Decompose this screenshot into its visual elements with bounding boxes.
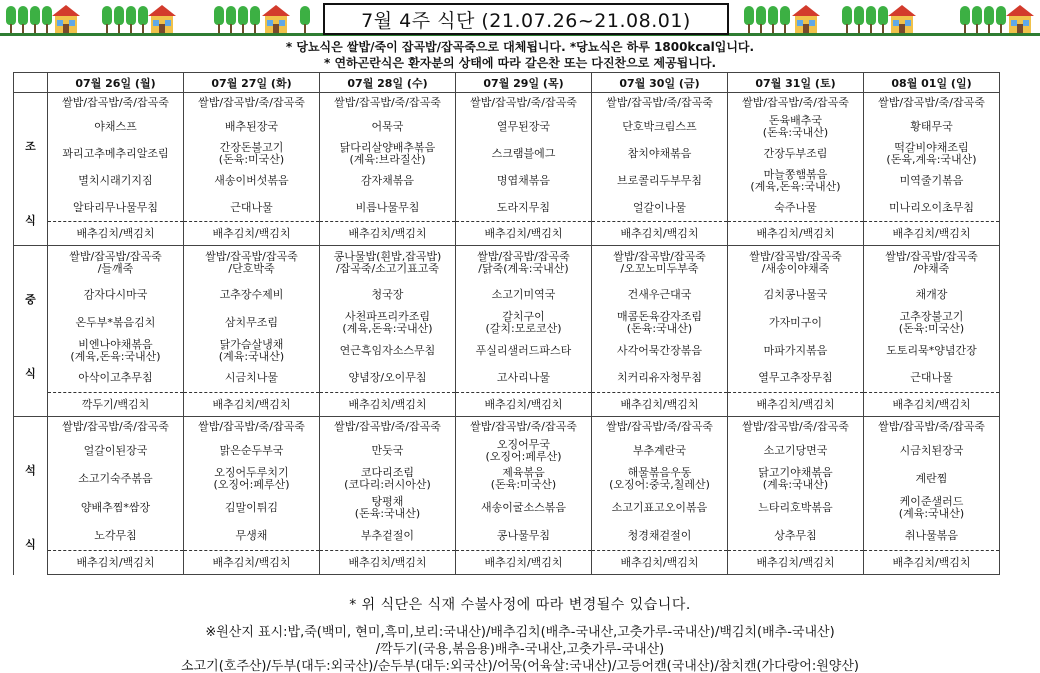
menu-cell: 온두부*볶음김치: [48, 309, 184, 337]
day-header: 07월 26일 (월): [48, 73, 184, 93]
tree-icon: [250, 6, 260, 33]
menu-row: [14, 114, 1000, 141]
menu-cell: 깍두기/백김치: [48, 393, 184, 417]
menu-cell: 감자채볶음: [320, 168, 456, 195]
tree-icon: [854, 6, 864, 33]
change-notice: * 위 식단은 식재 수불사정에 따라 변경될수 있습니다.: [349, 597, 691, 613]
menu-cell: 계란찜: [864, 465, 1000, 494]
notice-dysphagia: * 연하곤란식은 환자분의 상태에 따라 갈은찬 또는 다진찬으로 제공됩니다.: [323, 56, 717, 70]
menu-cell: 콩나물밥(흰밥,잡곡밥) /잡곡죽/소고기표고죽: [320, 246, 456, 281]
menu-row: [14, 281, 1000, 309]
menu-cell: 매콤돈육감자조림 (돈육:국내산): [592, 309, 728, 337]
menu-cell: 부추겉절이: [320, 523, 456, 551]
menu-cell: 맑은순두부국: [184, 438, 320, 465]
menu-cell: 쌀밥/잡곡밥/죽/잡곡죽: [456, 93, 592, 114]
menu-cell: 알타리무나물무침: [48, 195, 184, 222]
menu-cell: 마늘쫑햄볶음 (계육,돈육:국내산): [728, 168, 864, 195]
menu-cell: 쌀밥/잡곡밥/잡곡죽 /들깨죽: [48, 246, 184, 281]
menu-cell: 새송이버섯볶음: [184, 168, 320, 195]
day-header-row: [14, 73, 1000, 93]
tree-icon: [866, 6, 876, 33]
tree-icon: [780, 6, 790, 33]
menu-cell: 브로콜리두부무침: [592, 168, 728, 195]
menu-cell: 콩나물무침: [456, 523, 592, 551]
meal-label: [14, 246, 48, 417]
menu-cell: 소고기숙주볶음: [48, 465, 184, 494]
meal-label-top: 석: [25, 464, 36, 477]
menu-row: [14, 337, 1000, 365]
tree-icon: [300, 6, 310, 33]
menu-cell: 제육볶음 (돈육:미국산): [456, 465, 592, 494]
menu-row: [14, 195, 1000, 222]
title-box: [323, 3, 729, 35]
menu-cell: 배추김치/백김치: [592, 551, 728, 575]
tree-icon: [102, 6, 112, 33]
menu-row: [14, 417, 1000, 438]
menu-cell: 단호박크림스프: [592, 114, 728, 141]
menu-cell: 배추김치/백김치: [864, 393, 1000, 417]
menu-cell: 배추김치/백김치: [320, 222, 456, 246]
menu-cell: 마파가지볶음: [728, 337, 864, 365]
menu-cell: 배추김치/백김치: [592, 222, 728, 246]
menu-cell: 야채스프: [48, 114, 184, 141]
menu-cell: 근대나물: [184, 195, 320, 222]
menu-cell: 근대나물: [864, 365, 1000, 393]
menu-cell: 배추김치/백김치: [456, 551, 592, 575]
menu-cell: 쌀밥/잡곡밥/죽/잡곡죽: [456, 417, 592, 438]
menu-cell: 배추김치/백김치: [184, 222, 320, 246]
tree-icon: [842, 6, 852, 33]
menu-cell: 청경채겉절이: [592, 523, 728, 551]
menu-cell: 소고기미역국: [456, 281, 592, 309]
menu-cell: 배추김치/백김치: [592, 393, 728, 417]
menu-cell: 쌀밥/잡곡밥/잡곡죽 /야채죽: [864, 246, 1000, 281]
menu-cell: 쌀밥/잡곡밥/잡곡죽 /단호박죽: [184, 246, 320, 281]
menu-cell: 꽈리고추메추리알조림: [48, 141, 184, 168]
tree-icon: [18, 6, 28, 33]
menu-cell: 배추김치/백김치: [728, 222, 864, 246]
day-header: 08월 01일 (일): [864, 73, 1000, 93]
tree-icon: [984, 6, 994, 33]
corner-cell: [14, 73, 48, 93]
menu-cell: 닭가슴살냉채 (계육:국내산): [184, 337, 320, 365]
meal-label-bottom: 식: [25, 214, 36, 227]
menu-cell: 도토리묵*양념간장: [864, 337, 1000, 365]
menu-cell: 간장돈불고기 (돈육:미국산): [184, 141, 320, 168]
origin-line: /깍두기(국용,볶음용)배추-국내산,고춧가루-국내산): [375, 642, 665, 657]
menu-cell: 돈육배추국 (돈육:국내산): [728, 114, 864, 141]
menu-row: [14, 494, 1000, 523]
menu-cell: 열무고추장무침: [728, 365, 864, 393]
menu-cell: 만둣국: [320, 438, 456, 465]
menu-cell: 쌀밥/잡곡밥/잡곡죽 /닭죽(계육:국내산): [456, 246, 592, 281]
menu-cell: 느타리호박볶음: [728, 494, 864, 523]
menu-cell: 쌀밥/잡곡밥/죽/잡곡죽: [48, 93, 184, 114]
tree-icon: [226, 6, 236, 33]
menu-cell: 쌀밥/잡곡밥/죽/잡곡죽: [184, 417, 320, 438]
tree-icon: [878, 6, 888, 33]
menu-cell: 김치콩나물국: [728, 281, 864, 309]
menu-cell: 갈치구이 (갈치:모로코산): [456, 309, 592, 337]
menu-cell: 배추김치/백김치: [320, 551, 456, 575]
meal-label: [14, 93, 48, 246]
kimchi-row: [14, 551, 1000, 575]
menu-cell: 사각어묵간장볶음: [592, 337, 728, 365]
menu-cell: 취나물볶음: [864, 523, 1000, 551]
menu-cell: 스크램블에그: [456, 141, 592, 168]
menu-cell: 오징어무국 (오징어:페루산): [456, 438, 592, 465]
menu-cell: 소고기표고오이볶음: [592, 494, 728, 523]
menu-cell: 고추장수제비: [184, 281, 320, 309]
menu-cell: 배추김치/백김치: [184, 393, 320, 417]
meal-label-top: 조: [25, 140, 36, 153]
menu-cell: 소고기당면국: [728, 438, 864, 465]
menu-cell: 연근흑임자소스무침: [320, 337, 456, 365]
menu-cell: 해물볶음우동 (오징어:중국,칠레산): [592, 465, 728, 494]
menu-cell: 쌀밥/잡곡밥/죽/잡곡죽: [864, 417, 1000, 438]
menu-cell: 시금치나물: [184, 365, 320, 393]
menu-row: [14, 438, 1000, 465]
menu-cell: 얼갈이된장국: [48, 438, 184, 465]
menu-cell: 사천파프리카조림 (계육,돈육:국내산): [320, 309, 456, 337]
day-header: 07월 27일 (화): [184, 73, 320, 93]
day-header: 07월 30일 (금): [592, 73, 728, 93]
meal-label: [14, 417, 48, 575]
menu-cell: 배추김치/백김치: [184, 551, 320, 575]
menu-cell: 부추계란국: [592, 438, 728, 465]
menu-cell: 쌀밥/잡곡밥/죽/잡곡죽: [320, 93, 456, 114]
menu-cell: 고사리나물: [456, 365, 592, 393]
menu-cell: 쌀밥/잡곡밥/죽/잡곡죽: [320, 417, 456, 438]
meal-label-bottom: 식: [25, 538, 36, 551]
tree-icon: [972, 6, 982, 33]
menu-cell: 배추김치/백김치: [48, 551, 184, 575]
house-icon: [888, 5, 916, 33]
menu-cell: 미역줄기볶음: [864, 168, 1000, 195]
tree-icon: [6, 6, 16, 33]
menu-cell: 새송이굴소스볶음: [456, 494, 592, 523]
menu-cell: 닭고기야채볶음 (계육:국내산): [728, 465, 864, 494]
menu-cell: 양념장/오이무침: [320, 365, 456, 393]
kimchi-row: [14, 393, 1000, 417]
menu-cell: 감자다시마국: [48, 281, 184, 309]
menu-cell: 비름나물무침: [320, 195, 456, 222]
tree-icon: [768, 6, 778, 33]
menu-table: [13, 72, 1000, 575]
house-icon: [792, 5, 820, 33]
menu-cell: 오징어두루치기 (오징어:페루산): [184, 465, 320, 494]
menu-cell: 숙주나물: [728, 195, 864, 222]
menu-row: [14, 93, 1000, 114]
menu-cell: 양배추찜*쌈장: [48, 494, 184, 523]
meal-label-top: 중: [25, 293, 36, 306]
menu-cell: 미나리오이초무침: [864, 195, 1000, 222]
tree-icon: [126, 6, 136, 33]
menu-cell: 노각무침: [48, 523, 184, 551]
menu-cell: 비엔나야채볶음 (계육,돈육:국내산): [48, 337, 184, 365]
tree-icon: [238, 6, 248, 33]
menu-cell: 쌀밥/잡곡밥/잡곡죽 /오꼬노미두부죽: [592, 246, 728, 281]
menu-row: [14, 141, 1000, 168]
menu-cell: 쌀밥/잡곡밥/죽/잡곡죽: [48, 417, 184, 438]
tree-icon: [214, 6, 224, 33]
menu-cell: 쌀밥/잡곡밥/죽/잡곡죽: [728, 417, 864, 438]
menu-cell: 김말이튀김: [184, 494, 320, 523]
menu-cell: 쌀밥/잡곡밥/죽/잡곡죽: [592, 417, 728, 438]
day-header: 07월 31일 (토): [728, 73, 864, 93]
tree-icon: [756, 6, 766, 33]
house-icon: [148, 5, 176, 33]
menu-cell: 치커리유자청무침: [592, 365, 728, 393]
menu-cell: 배추김치/백김치: [864, 222, 1000, 246]
menu-cell: 쌀밥/잡곡밥/죽/잡곡죽: [184, 93, 320, 114]
house-icon: [52, 5, 80, 33]
menu-cell: 얼갈이나물: [592, 195, 728, 222]
menu-cell: 떡갈비야채조림 (돈육,계육:국내산): [864, 141, 1000, 168]
menu-cell: 고추장불고기 (돈육:미국산): [864, 309, 1000, 337]
menu-cell: 멸치시래기지짐: [48, 168, 184, 195]
menu-cell: 황태무국: [864, 114, 1000, 141]
menu-cell: 배추김치/백김치: [48, 222, 184, 246]
menu-cell: 케이준샐러드 (계육:국내산): [864, 494, 1000, 523]
menu-row: [14, 168, 1000, 195]
house-icon: [1006, 5, 1034, 33]
tree-icon: [30, 6, 40, 33]
day-header: 07월 28일 (수): [320, 73, 456, 93]
menu-cell: 간장두부조림: [728, 141, 864, 168]
menu-cell: 쌀밥/잡곡밥/죽/잡곡죽: [728, 93, 864, 114]
menu-cell: 청국장: [320, 281, 456, 309]
menu-cell: 채개장: [864, 281, 1000, 309]
menu-row: [14, 465, 1000, 494]
day-header: 07월 29일 (목): [456, 73, 592, 93]
menu-row: [14, 309, 1000, 337]
menu-row: [14, 365, 1000, 393]
menu-cell: 닭다리살양배추볶음 (계육:브라질산): [320, 141, 456, 168]
menu-cell: 열무된장국: [456, 114, 592, 141]
menu-row: [14, 246, 1000, 281]
menu-cell: 배추김치/백김치: [864, 551, 1000, 575]
menu-cell: 배추된장국: [184, 114, 320, 141]
tree-icon: [42, 6, 52, 33]
menu-cell: 도라지무침: [456, 195, 592, 222]
menu-cell: 배추김치/백김치: [320, 393, 456, 417]
menu-cell: 상추무침: [728, 523, 864, 551]
menu-cell: 가자미구이: [728, 309, 864, 337]
tree-icon: [114, 6, 124, 33]
menu-cell: 아삭이고추무침: [48, 365, 184, 393]
menu-cell: 탕평채 (돈육:국내산): [320, 494, 456, 523]
meal-label-bottom: 식: [25, 367, 36, 380]
tree-icon: [996, 6, 1006, 33]
menu-cell: 쌀밥/잡곡밥/죽/잡곡죽: [592, 93, 728, 114]
origin-line: 소고기(호주산)/두부(대두:외국산)/순두부(대두:외국산)/어묵(어육살:국내산)/고등어캔(국내산)/참치캔(가다랑어:원양산): [181, 659, 859, 673]
menu-cell: 무생채: [184, 523, 320, 551]
house-icon: [262, 5, 290, 33]
tree-icon: [138, 6, 148, 33]
menu-cell: 건새우근대국: [592, 281, 728, 309]
menu-cell: 푸실리샐러드파스타: [456, 337, 592, 365]
menu-cell: 배추김치/백김치: [728, 551, 864, 575]
menu-cell: 배추김치/백김치: [456, 222, 592, 246]
menu-cell: 시금치된장국: [864, 438, 1000, 465]
menu-cell: 코다리조림 (코다리:러시아산): [320, 465, 456, 494]
tree-icon: [744, 6, 754, 33]
kimchi-row: [14, 222, 1000, 246]
menu-cell: 배추김치/백김치: [728, 393, 864, 417]
menu-row: [14, 523, 1000, 551]
menu-body: [14, 93, 1000, 575]
menu-cell: 배추김치/백김치: [456, 393, 592, 417]
page-title: 7월 4주 식단 (21.07.26~21.08.01): [361, 9, 691, 32]
notice-diabetic: * 당뇨식은 쌀밥/죽이 잡곡밥/잡곡죽으로 대체됩니다. *당뇨식은 하루 1800kcal입니다.: [285, 40, 755, 54]
menu-cell: 참치야채볶음: [592, 141, 728, 168]
tree-icon: [960, 6, 970, 33]
menu-cell: 쌀밥/잡곡밥/잡곡죽 /새송이야채죽: [728, 246, 864, 281]
menu-cell: 삼치무조림: [184, 309, 320, 337]
menu-cell: 명엽채볶음: [456, 168, 592, 195]
menu-cell: 쌀밥/잡곡밥/죽/잡곡죽: [864, 93, 1000, 114]
menu-cell: 어묵국: [320, 114, 456, 141]
origin-line: ※원산지 표시:밥,죽(백미, 현미,흑미,보리:국내산)/배추김치(배추-국내산,고춧가루-국내산)/백김치(배추-국내산): [205, 625, 835, 640]
